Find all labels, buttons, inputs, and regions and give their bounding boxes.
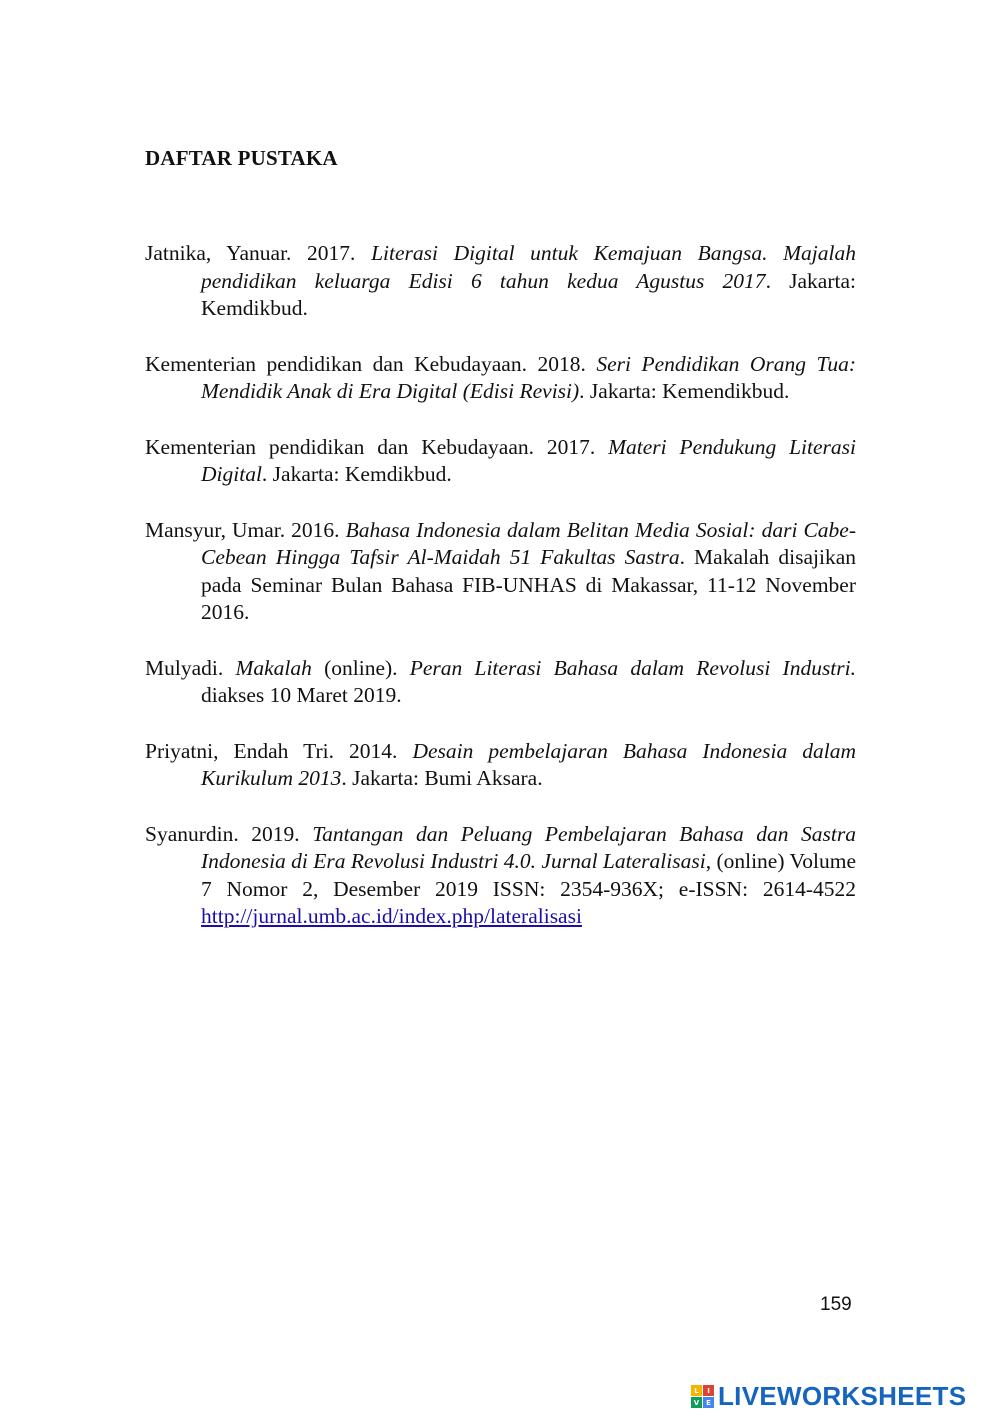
page-number: 159 <box>820 1294 852 1315</box>
logo-square: I <box>703 1385 714 1396</box>
reference-list <box>145 240 856 959</box>
reference-text: , (online) Volume 7 Nomor 2, Desember 2019 ISSN: 2354-936X; e-ISSN: 2614-4522 <box>201 849 856 901</box>
reference-text: (online). <box>311 655 410 680</box>
liveworksheets-brand <box>691 1381 966 1412</box>
reference-link[interactable]: http://jurnal.umb.ac.id/index.php/lateralisasi <box>201 904 582 928</box>
brand-name: LIVEWORKSHEETS <box>718 1381 967 1411</box>
liveworksheets-logo-icon <box>691 1385 714 1408</box>
reference-text: Kementerian pendidikan dan Kebudayaan. 2017. <box>145 434 609 459</box>
reference-item <box>145 655 856 710</box>
reference-text: Mansyur, Umar. 2016. <box>145 517 346 542</box>
reference-text: . Jakarta: Kemendikbud. <box>579 379 790 403</box>
reference-title: Desain pembelajaran Bahasa Indonesia dalam Kurikulum 2013 <box>201 738 856 790</box>
reference-title: Makalah <box>235 655 312 680</box>
logo-square: L <box>691 1385 702 1396</box>
reference-text: Syanurdin. 2019. <box>145 821 313 846</box>
logo-square: V <box>691 1397 702 1408</box>
reference-item <box>145 517 856 627</box>
reference-title: Tantangan dan Peluang Pembelajaran Bahasa dan Sastra Indonesia di Era Revolusi Industri 4.0. Jurnal Lateralisasi <box>201 821 857 873</box>
reference-text: diakses 10 Maret 2019. <box>201 683 402 707</box>
reference-text: Jatnika, Yanuar. 2017. <box>145 241 372 265</box>
reference-title: Literasi Digital untuk Kemajuan Bangsa. Majalah pendidikan keluarga Edisi 6 tahun kedua Agustus 2017 <box>201 241 856 293</box>
reference-item <box>145 738 856 793</box>
reference-text: . Jakarta: Kemdikbud. <box>261 462 452 486</box>
reference-item <box>145 434 856 489</box>
reference-text: Priyatni, Endah Tri. 2014. <box>145 738 413 763</box>
reference-item <box>145 351 856 406</box>
reference-text: Kementerian pendidikan dan Kebudayaan. 2018. <box>145 351 597 376</box>
reference-text: . Jakarta: Bumi Aksara. <box>341 766 543 790</box>
reference-title: Peran Literasi Bahasa dalam Revolusi Industri. <box>409 655 856 680</box>
reference-title: Bahasa Indonesia dalam Belitan Media Sosial: dari Cabe-Cebean Hingga Tafsir Al-Maidah 51 Fakultas Sastra <box>201 517 857 569</box>
reference-text: . Makalah disajikan pada Seminar Bulan Bahasa FIB-UNHAS di Makassar, 11-12 November 2016. <box>201 545 856 624</box>
reference-title: Materi Pendukung Literasi Digital <box>201 434 856 486</box>
reference-text: Mulyadi. <box>145 655 236 680</box>
page-title: DAFTAR PUSTAKA <box>145 146 338 170</box>
reference-item <box>145 821 856 931</box>
logo-square: E <box>703 1397 714 1408</box>
reference-title: Seri Pendidikan Orang Tua: Mendidik Anak di Era Digital (Edisi Revisi) <box>201 351 856 403</box>
reference-item <box>145 240 856 323</box>
reference-text: . Jakarta: Kemdikbud. <box>201 268 856 320</box>
